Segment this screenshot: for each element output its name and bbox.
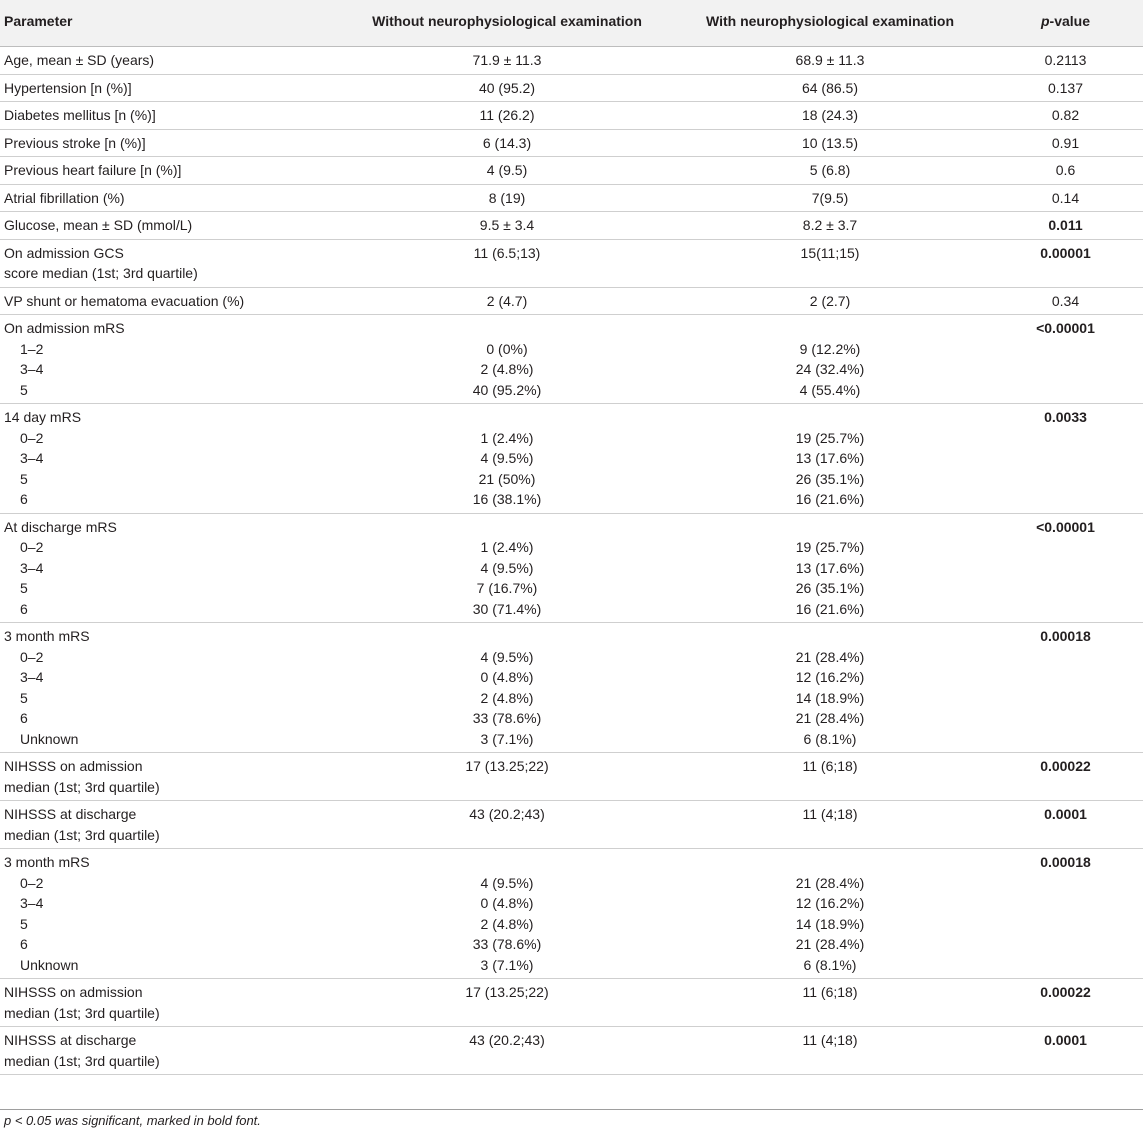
parameter-cell-line: Unknown	[20, 956, 79, 973]
with-exam-cell-line: 10 (13.5)	[801, 134, 859, 151]
parameter-cell-line: 3 month mRS	[4, 628, 90, 644]
parameter-cell-line: 5	[20, 689, 28, 706]
parameter-cell-line: 14 day mRS	[4, 409, 82, 425]
parameter-cell	[0, 74, 342, 102]
parameter-cell-line: Age, mean ± SD (years)	[4, 52, 155, 68]
table-row	[0, 47, 1143, 75]
without-exam-cell	[342, 212, 672, 240]
parameter-cell	[0, 979, 342, 1027]
without-exam-cell-line: 3 (7.1%)	[480, 730, 534, 747]
parameter-cell	[0, 623, 342, 753]
parameter-cell-line: 3–4	[20, 895, 44, 911]
with-exam-cell	[672, 47, 988, 75]
without-exam-cell-line	[342, 852, 672, 873]
without-exam-cell-line: 33 (78.6%)	[472, 710, 542, 726]
without-exam-cell-line: 43 (20.2;43)	[469, 1032, 545, 1048]
with-exam-cell-line: 11 (6;18)	[802, 758, 858, 774]
without-exam-cell-line: 43 (20.2;43)	[469, 806, 545, 822]
table-row	[0, 212, 1143, 240]
with-exam-cell-line: 8.2 ± 3.7	[802, 217, 858, 233]
parameter-cell	[0, 849, 342, 979]
without-exam-cell-line: 9.5 ± 3.4	[479, 217, 535, 233]
without-exam-cell-line: 2 (4.8%)	[480, 361, 534, 377]
with-exam-cell-line: 6 (8.1%)	[803, 956, 857, 973]
with-exam-cell	[672, 513, 988, 623]
without-exam-cell-line: 4 (9.5)	[486, 162, 528, 178]
without-exam-cell-line: 4 (9.5%)	[480, 450, 534, 466]
without-exam-cell	[342, 513, 672, 623]
header-with-exam: With neurophysiological examination	[672, 0, 988, 47]
with-exam-cell-line: 13 (17.6%)	[795, 559, 865, 576]
without-exam-cell-line	[342, 318, 672, 339]
without-exam-cell	[342, 1027, 672, 1075]
with-exam-cell	[672, 1027, 988, 1075]
parameter-cell-line: 5	[20, 381, 28, 398]
parameter-cell-line: 3–4	[20, 450, 44, 466]
header-p-italic: p	[1040, 13, 1050, 29]
parameter-cell-line: Glucose, mean ± SD (mmol/L)	[4, 217, 193, 233]
parameter-cell-line: On admission mRS	[4, 320, 125, 336]
parameter-cell-line: NIHSSS on admission	[4, 984, 143, 1000]
with-exam-cell-line: 12 (16.2%)	[795, 895, 865, 911]
parameter-cell	[0, 157, 342, 185]
with-exam-cell	[672, 129, 988, 157]
parameter-cell-line: 6	[20, 936, 28, 952]
p-value-cell: 0.0001	[1044, 1032, 1087, 1048]
parameter-cell-line: median (1st; 3rd quartile)	[4, 778, 160, 795]
without-exam-cell-line: 2 (4.7)	[486, 292, 528, 309]
with-exam-cell	[672, 102, 988, 130]
table-row	[0, 315, 1143, 404]
table-row	[0, 753, 1143, 801]
parameter-cell	[0, 129, 342, 157]
without-exam-cell	[342, 801, 672, 849]
header-p-value	[988, 0, 1143, 47]
parameter-cell-line: At discharge mRS	[4, 518, 117, 535]
p-value-cell: 0.82	[1051, 107, 1080, 123]
without-exam-cell	[342, 404, 672, 514]
without-exam-cell-line: 40 (95.2)	[478, 79, 536, 96]
with-exam-cell-line	[672, 626, 988, 647]
without-exam-cell	[342, 239, 672, 287]
without-exam-cell-line: 8 (19)	[488, 189, 526, 206]
p-value-cell: 0.2113	[1044, 52, 1087, 68]
parameter-cell-line: Diabetes mellitus [n (%)]	[4, 107, 156, 123]
table-bottom-rule	[0, 1109, 1143, 1110]
p-value-cell: 0.00001	[1040, 244, 1091, 261]
parameter-cell-line: score median (1st; 3rd quartile)	[4, 265, 198, 281]
table-row	[0, 979, 1143, 1027]
table-row	[0, 239, 1143, 287]
parameter-cell-line: NIHSSS at discharge	[4, 806, 137, 822]
table-row	[0, 801, 1143, 849]
without-exam-cell-line: 30 (71.4%)	[472, 600, 542, 617]
parameter-cell-line: median (1st; 3rd quartile)	[4, 826, 160, 843]
with-exam-cell	[672, 315, 988, 404]
without-exam-cell	[342, 849, 672, 979]
without-exam-cell	[342, 623, 672, 753]
table-row	[0, 129, 1143, 157]
with-exam-cell	[672, 157, 988, 185]
with-exam-cell-line: 19 (25.7%)	[795, 539, 865, 555]
parameter-cell	[0, 287, 342, 315]
without-exam-cell-line	[342, 517, 672, 538]
p-value-cell: 0.137	[1047, 79, 1084, 96]
with-exam-cell-line: 6 (8.1%)	[803, 730, 857, 747]
header-parameter: Parameter	[0, 0, 342, 47]
p-value-cell: 0.91	[1051, 134, 1080, 151]
without-exam-cell	[342, 47, 672, 75]
parameter-cell-line: 5	[20, 915, 28, 932]
with-exam-cell-line: 21 (28.4%)	[795, 936, 865, 952]
p-value-cell: 0.00022	[1040, 758, 1091, 774]
parameter-cell-line: 1–2	[20, 340, 44, 357]
table-row	[0, 849, 1143, 979]
without-exam-cell	[342, 102, 672, 130]
with-exam-cell	[672, 753, 988, 801]
parameter-cell-line: 0–2	[20, 539, 44, 555]
with-exam-cell	[672, 623, 988, 753]
with-exam-cell	[672, 239, 988, 287]
with-exam-cell-line: 14 (18.9%)	[795, 689, 865, 706]
parameter-cell-line: Previous stroke [n (%)]	[4, 134, 146, 151]
with-exam-cell-line: 2 (2.7)	[809, 292, 851, 309]
p-value-cell: 0.011	[1048, 217, 1083, 233]
with-exam-cell-line: 9 (12.2%)	[799, 340, 861, 357]
without-exam-cell-line: 0 (0%)	[486, 340, 528, 357]
with-exam-cell-line: 64 (86.5)	[801, 79, 859, 96]
parameter-cell-line: NIHSSS at discharge	[4, 1032, 137, 1048]
parameter-cell-line: 0–2	[20, 874, 44, 891]
with-exam-cell-line: 14 (18.9%)	[795, 915, 865, 932]
parameter-cell-line: On admission GCS	[4, 244, 124, 261]
parameter-cell-line: Hypertension [n (%)]	[4, 79, 132, 96]
without-exam-cell	[342, 753, 672, 801]
parameter-cell	[0, 212, 342, 240]
without-exam-cell-line: 17 (13.25;22)	[465, 984, 549, 1000]
with-exam-cell-line: 26 (35.1%)	[795, 470, 865, 487]
without-exam-cell	[342, 979, 672, 1027]
p-value-cell: 0.0001	[1044, 806, 1087, 822]
parameter-cell-line: 3–4	[20, 361, 44, 377]
with-exam-cell-line: 21 (28.4%)	[795, 648, 865, 665]
without-exam-cell-line: 11 (6.5;13)	[473, 244, 541, 261]
without-exam-cell-line: 4 (9.5%)	[480, 559, 534, 576]
table-row	[0, 1027, 1143, 1075]
parameter-cell	[0, 513, 342, 623]
parameter-cell	[0, 102, 342, 130]
with-exam-cell-line	[672, 852, 988, 873]
without-exam-cell-line: 2 (4.8%)	[480, 689, 534, 706]
table-row	[0, 287, 1143, 315]
with-exam-cell-line: 7(9.5)	[811, 189, 849, 206]
parameter-cell-line: Unknown	[20, 730, 79, 747]
without-exam-cell-line	[342, 407, 672, 428]
with-exam-cell-line: 11 (6;18)	[802, 984, 858, 1000]
header-without-exam: Without neurophysiological examination	[342, 0, 672, 47]
without-exam-cell	[342, 74, 672, 102]
parameter-cell	[0, 184, 342, 212]
table-row	[0, 404, 1143, 514]
parameter-cell-line: 5	[20, 580, 28, 596]
without-exam-cell	[342, 184, 672, 212]
with-exam-cell-line: 19 (25.7%)	[795, 429, 865, 446]
parameter-cell-line: 3 month mRS	[4, 854, 90, 870]
parameter-cell	[0, 315, 342, 404]
parameter-cell-line: 6	[20, 600, 28, 617]
with-exam-cell	[672, 979, 988, 1027]
without-exam-cell-line: 16 (38.1%)	[472, 491, 542, 507]
p-value-cell: 0.14	[1051, 189, 1080, 206]
with-exam-cell-line: 16 (21.6%)	[795, 600, 865, 617]
parameter-cell-line: 3–4	[20, 559, 44, 576]
without-exam-cell-line: 6 (14.3)	[482, 134, 532, 151]
with-exam-cell	[672, 801, 988, 849]
table-row	[0, 157, 1143, 185]
with-exam-cell	[672, 404, 988, 514]
with-exam-cell-line	[672, 407, 988, 428]
with-exam-cell-line: 12 (16.2%)	[795, 669, 865, 685]
without-exam-cell	[342, 157, 672, 185]
without-exam-cell-line	[342, 626, 672, 647]
with-exam-cell-line	[672, 318, 988, 339]
without-exam-cell-line: 1 (2.4%)	[480, 429, 534, 446]
with-exam-cell-line: 5 (6.8)	[809, 162, 851, 178]
p-value-cell: 0.6	[1055, 162, 1076, 178]
with-exam-cell-line: 15(11;15)	[800, 244, 860, 261]
without-exam-cell	[342, 287, 672, 315]
parameter-cell-line: 6	[20, 491, 28, 507]
with-exam-cell	[672, 287, 988, 315]
parameter-cell-line: 3–4	[20, 669, 44, 685]
without-exam-cell-line: 40 (95.2%)	[472, 381, 542, 398]
parameter-cell-line: NIHSSS on admission	[4, 758, 143, 774]
with-exam-cell	[672, 849, 988, 979]
without-exam-cell-line: 3 (7.1%)	[480, 956, 534, 973]
without-exam-cell-line: 2 (4.8%)	[480, 915, 534, 932]
without-exam-cell-line: 4 (9.5%)	[480, 648, 534, 665]
parameter-cell	[0, 47, 342, 75]
without-exam-cell-line: 33 (78.6%)	[472, 936, 542, 952]
parameter-cell-line: Previous heart failure [n (%)]	[4, 162, 182, 178]
p-value-cell: <0.00001	[1036, 320, 1095, 336]
parameter-cell	[0, 753, 342, 801]
without-exam-cell-line: 0 (4.8%)	[480, 895, 534, 911]
parameter-cell-line: Atrial fibrillation (%)	[4, 189, 125, 206]
with-exam-cell	[672, 212, 988, 240]
with-exam-cell-line: 21 (28.4%)	[795, 874, 865, 891]
with-exam-cell	[672, 184, 988, 212]
p-value-cell: 0.00022	[1040, 984, 1091, 1000]
table-row	[0, 102, 1143, 130]
parameter-cell-line: 0–2	[20, 648, 44, 665]
with-exam-cell-line: 11 (4;18)	[802, 806, 858, 822]
without-exam-cell-line: 7 (16.7%)	[476, 580, 538, 596]
parameter-cell-line: VP shunt or hematoma evacuation (%)	[4, 292, 245, 309]
table-footnote: p < 0.05 was significant, marked in bold font.	[4, 1113, 261, 1128]
table-row	[0, 74, 1143, 102]
table-body	[0, 47, 1143, 1075]
without-exam-cell-line: 11 (26.2)	[479, 107, 535, 123]
parameter-cell-line: 5	[20, 470, 28, 487]
p-value-cell: 0.00018	[1040, 628, 1091, 644]
header-p-rest: -value	[1049, 13, 1091, 29]
parameter-cell	[0, 801, 342, 849]
p-value-cell: 0.34	[1051, 292, 1080, 309]
without-exam-cell-line: 21 (50%)	[478, 470, 536, 487]
with-exam-cell-line: 26 (35.1%)	[795, 580, 865, 596]
table-row	[0, 623, 1143, 753]
parameter-cell-line: 0–2	[20, 429, 44, 446]
without-exam-cell-line: 4 (9.5%)	[480, 874, 534, 891]
parameter-cell	[0, 404, 342, 514]
p-value-cell: <0.00001	[1036, 518, 1095, 535]
table-row	[0, 513, 1143, 623]
with-exam-cell-line: 21 (28.4%)	[795, 710, 865, 726]
with-exam-cell-line: 11 (4;18)	[802, 1032, 858, 1048]
without-exam-cell-line: 17 (13.25;22)	[465, 758, 549, 774]
with-exam-cell-line	[672, 517, 988, 538]
without-exam-cell-line: 1 (2.4%)	[480, 539, 534, 555]
with-exam-cell-line: 16 (21.6%)	[795, 491, 865, 507]
without-exam-cell-line: 71.9 ± 11.3	[472, 52, 542, 68]
with-exam-cell-line: 4 (55.4%)	[799, 381, 861, 398]
table-row	[0, 184, 1143, 212]
parameter-cell	[0, 239, 342, 287]
parameter-cell-line: 6	[20, 710, 28, 726]
parameter-cell-line: median (1st; 3rd quartile)	[4, 1052, 160, 1069]
p-value-cell: 0.0033	[1044, 409, 1087, 425]
with-exam-cell-line: 18 (24.3)	[801, 107, 859, 123]
without-exam-cell	[342, 315, 672, 404]
parameter-cell	[0, 1027, 342, 1075]
table-header-row	[0, 0, 1143, 47]
p-value-cell: 0.00018	[1040, 854, 1091, 870]
with-exam-cell	[672, 74, 988, 102]
without-exam-cell	[342, 129, 672, 157]
with-exam-cell-line: 24 (32.4%)	[795, 361, 865, 377]
with-exam-cell-line: 13 (17.6%)	[795, 450, 865, 466]
with-exam-cell-line: 68.9 ± 11.3	[795, 52, 865, 68]
parameter-cell-line: median (1st; 3rd quartile)	[4, 1004, 160, 1021]
without-exam-cell-line: 0 (4.8%)	[480, 669, 534, 685]
